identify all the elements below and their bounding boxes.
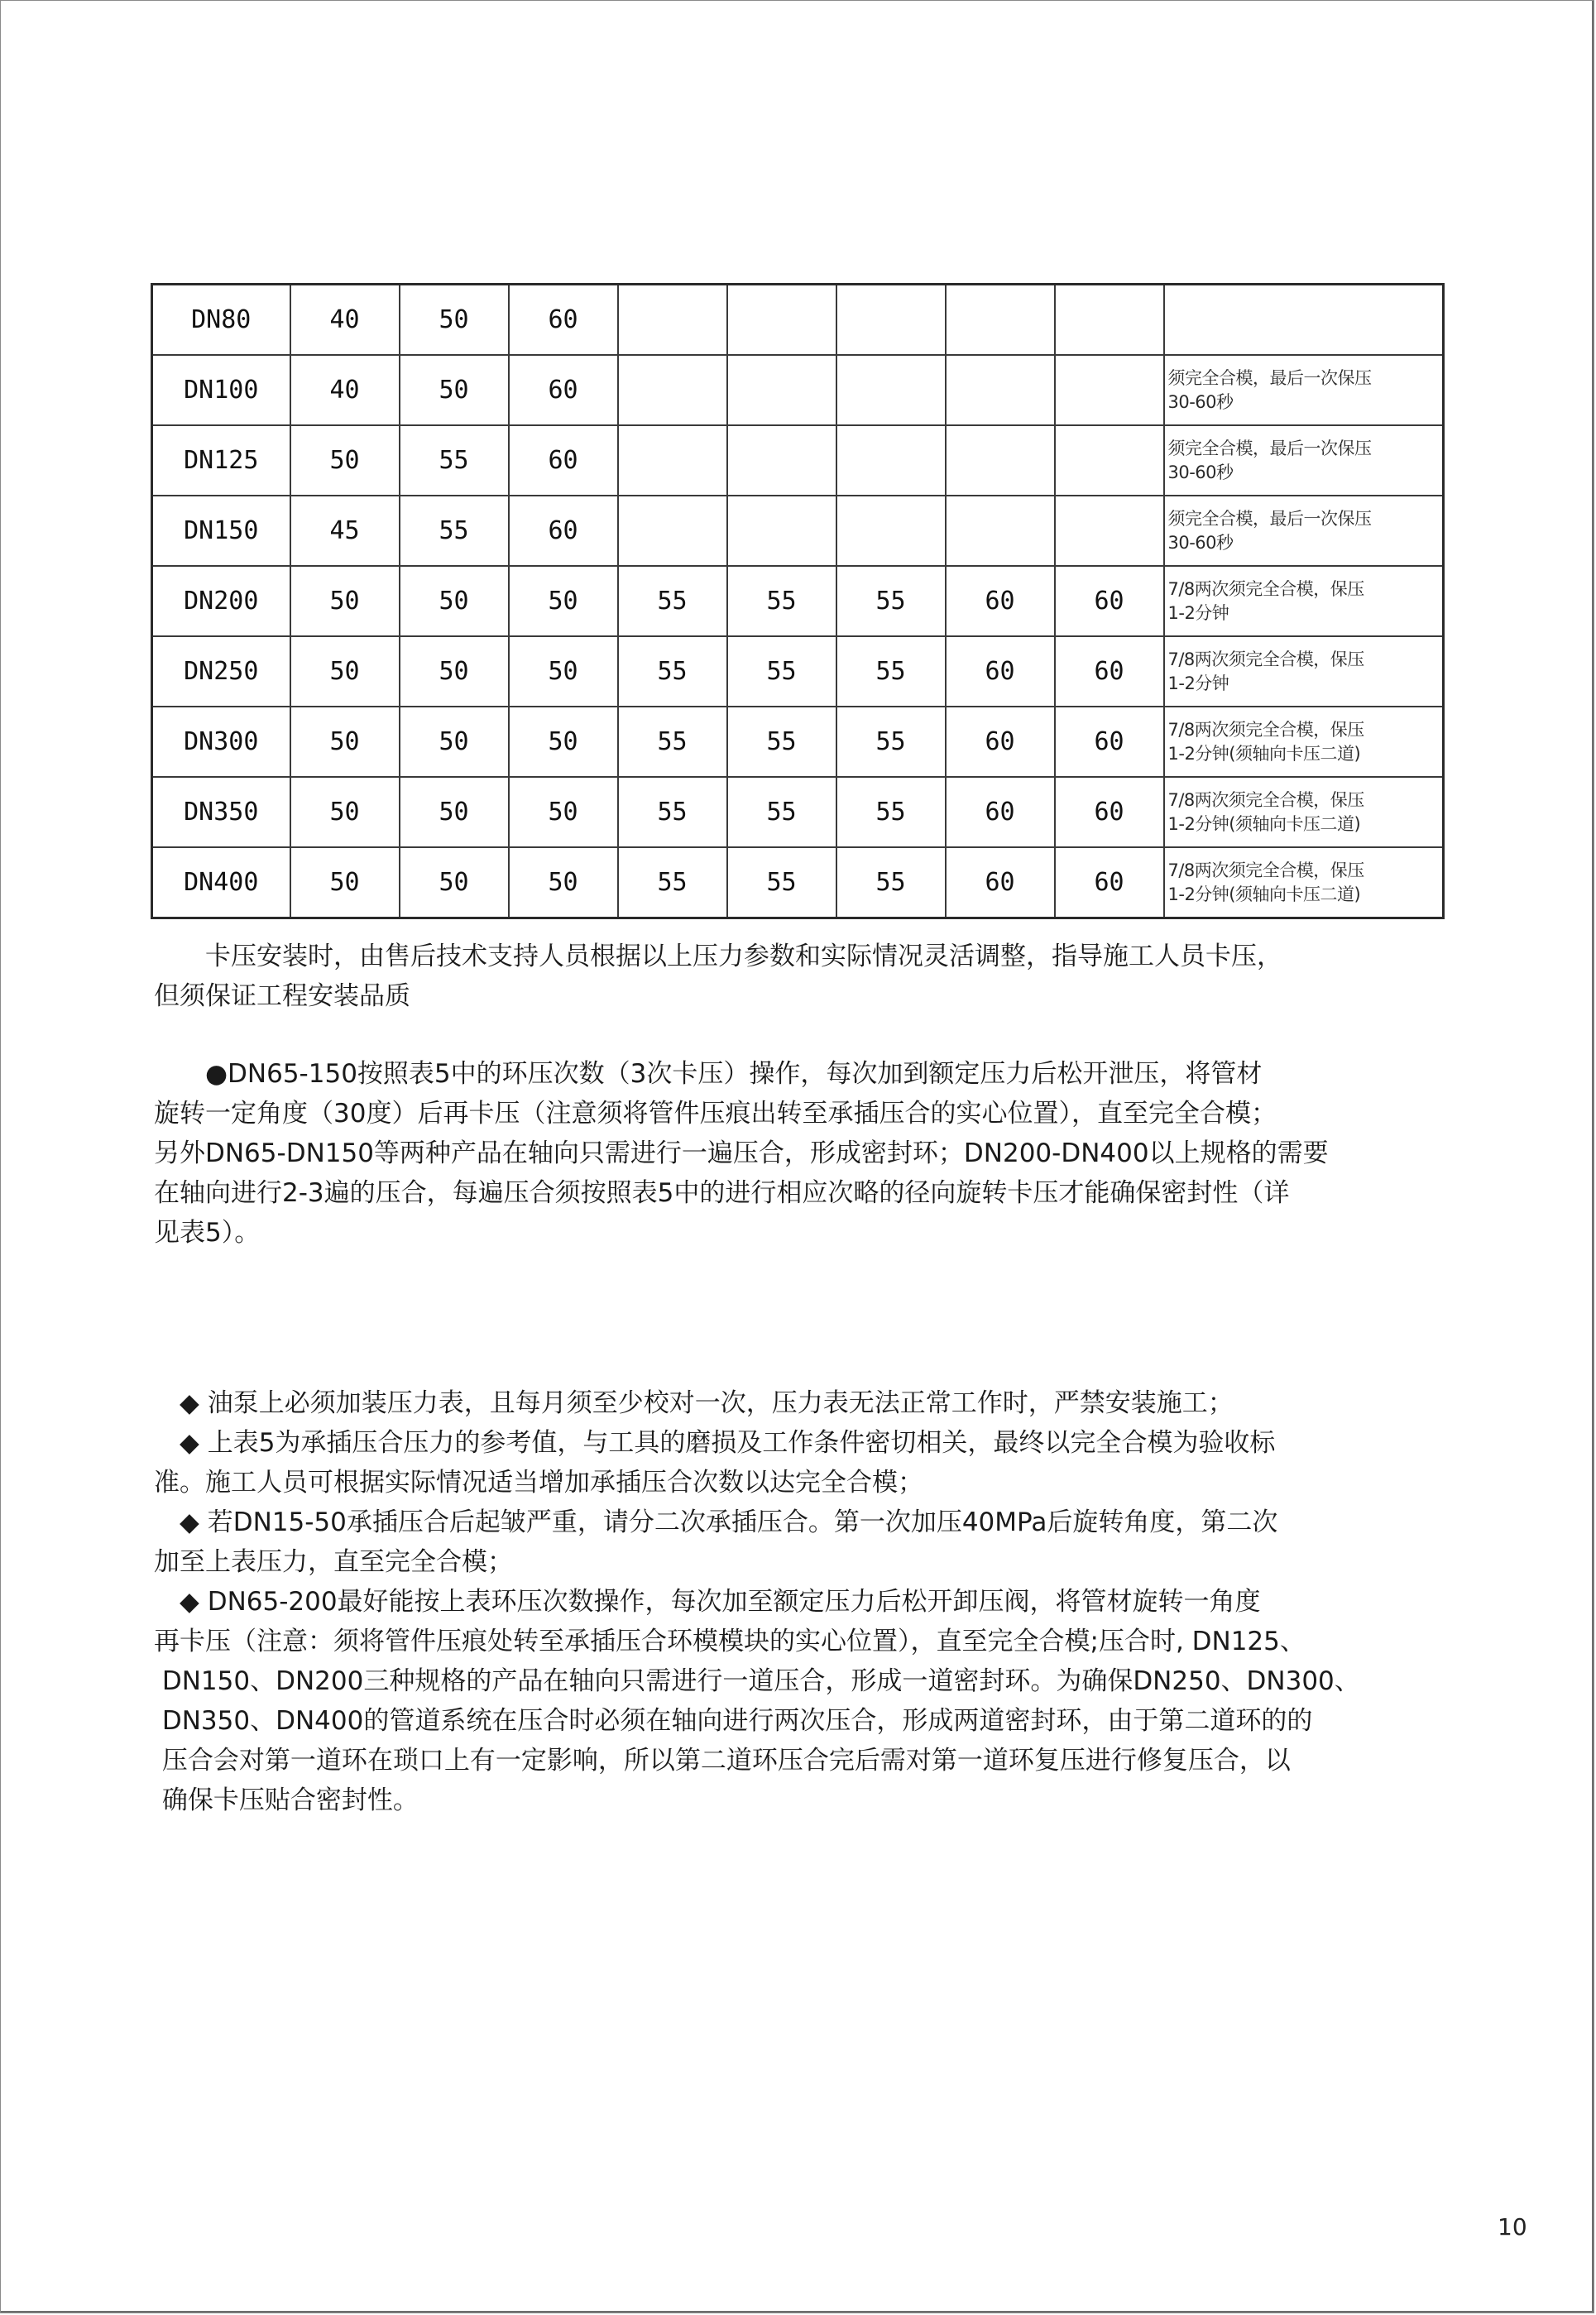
pressure-cell: 55 — [618, 777, 727, 847]
pressure-cell — [836, 285, 946, 356]
pressure-cell — [727, 285, 836, 356]
pressure-cell: 60 — [946, 707, 1055, 777]
pressure-cell — [1055, 355, 1164, 425]
pressure-cell: 55 — [727, 847, 836, 918]
pressure-cell — [1055, 285, 1164, 356]
pressure-cell: 50 — [400, 707, 509, 777]
table-body — [152, 285, 1444, 918]
pressure-cell: 60 — [946, 636, 1055, 707]
pressure-cell: 55 — [618, 847, 727, 918]
pressure-cell: 55 — [618, 707, 727, 777]
note-cell: 须完全合模，最后一次保压 30-60秒 — [1164, 355, 1444, 425]
pressure-cell: 50 — [509, 566, 618, 636]
pressure-cell: 40 — [290, 355, 400, 425]
pressure-cell: 50 — [400, 566, 509, 636]
pressure-cell — [946, 425, 1055, 496]
pressure-cell: 50 — [400, 355, 509, 425]
pressure-cell: 60 — [509, 496, 618, 566]
pressure-cell: 50 — [509, 707, 618, 777]
pressure-cell: 50 — [400, 777, 509, 847]
table-row — [152, 355, 1444, 425]
note-cell — [1164, 285, 1444, 356]
pressure-cell: 55 — [836, 636, 946, 707]
pressure-cell: 55 — [836, 707, 946, 777]
paragraph-procedure: ●DN65-150按照表5中的环压次数（3次卡压）操作，每次加到额定压力后松开泄压，将管材 旋转一定角度（30度）后再卡压（注意须将管件压痕出转至承插压合的实心位置），直至完全合模； 另外DN65-DN150等两种产品在轴向只需进行一遍压合，形成密封环；DN200-DN400以上规格的需要 在轴向进行2-3遍的压合，每遍压合须按照表5中的进行相应次略的径向旋转卡压才能确保密封性（详 见表5）。 — [154, 1059, 1329, 1248]
size-cell: DN250 — [152, 636, 290, 707]
pressure-cell: 40 — [290, 285, 400, 356]
pressure-cell: 60 — [946, 847, 1055, 918]
pressure-cell: 50 — [290, 566, 400, 636]
paragraph-adjustment: 卡压安装时，由售后技术支持人员根据以上压力参数和实际情况灵活调整，指导施工人员卡压， 但须保证工程安装品质 — [154, 942, 1282, 1011]
pressure-cell — [946, 355, 1055, 425]
bullet-wrinkle: ◆ 若DN15-50承插压合后起皱严重，请分二次承插压合。第一次加压40MPa后旋转角度，第二次 加至上表压力，直至完全合模； — [154, 1507, 1278, 1577]
pressure-cell — [1055, 496, 1164, 566]
size-cell: DN400 — [152, 847, 290, 918]
size-cell: DN200 — [152, 566, 290, 636]
pressure-cell — [1055, 425, 1164, 496]
pressure-cell: 55 — [836, 847, 946, 918]
table-row — [152, 285, 1444, 356]
pressure-cell — [618, 355, 727, 425]
pressure-cell: 55 — [727, 777, 836, 847]
note-cell: 须完全合模，最后一次保压 30-60秒 — [1164, 425, 1444, 496]
pressure-cell — [946, 496, 1055, 566]
table-row — [152, 847, 1444, 918]
pressure-cell: 55 — [836, 566, 946, 636]
pressure-cell: 60 — [1055, 707, 1164, 777]
size-cell: DN350 — [152, 777, 290, 847]
pressure-cell: 55 — [727, 636, 836, 707]
pressure-cell — [618, 285, 727, 356]
pressure-cell: 60 — [509, 285, 618, 356]
size-cell: DN80 — [152, 285, 290, 356]
pressure-cell: 55 — [836, 777, 946, 847]
table-row — [152, 496, 1444, 566]
pressure-cell: 50 — [290, 707, 400, 777]
note-cell: 7/8两次须完全合模，保压 1-2分钟(须轴向卡压二道) — [1164, 847, 1444, 918]
pressure-cell: 55 — [400, 496, 509, 566]
pressure-cell: 60 — [946, 566, 1055, 636]
pressure-cell: 60 — [509, 425, 618, 496]
table-row — [152, 425, 1444, 496]
pressure-cell — [836, 355, 946, 425]
pressure-table — [151, 283, 1445, 919]
size-cell: DN125 — [152, 425, 290, 496]
pressure-cell: 50 — [509, 777, 618, 847]
table-row — [152, 777, 1444, 847]
bullet-pressure-gauge: ◆ 油泵上必须加装压力表，且每月须至少校对一次，压力表无法正常工作时，严禁安装施工； — [154, 1388, 1234, 1418]
pressure-cell — [618, 496, 727, 566]
pressure-cell: 60 — [1055, 847, 1164, 918]
pressure-cell — [727, 496, 836, 566]
pressure-cell — [836, 425, 946, 496]
pressure-cell: 60 — [946, 777, 1055, 847]
table-row — [152, 707, 1444, 777]
bullet-ring-pressing: ◆ DN65-200最好能按上表环压次数操作，每次加至额定压力后松开卸压阀，将管材旋转一角度 再卡压（注意：须将管件压痕处转至承插压合环模模块的实心位置），直至完全合模;压合时, DN125、 DN150、DN200三种规格的产品在轴向只需进行一道压合，形成一道密封环。为确保DN250、DN300、 DN350、DN400的管道系统在压合时必须在轴向进行两次压合，形成两道密封环，由于第二道环的的 压合会对第一道环在琐口上有一定影响，所以第二道环压合完后需对第一道环复压进行修复压合，以 确保卡压贴合密封性。 — [154, 1587, 1360, 1815]
note-cell: 7/8两次须完全合模，保压 1-2分钟 — [1164, 566, 1444, 636]
pressure-cell: 50 — [509, 847, 618, 918]
pressure-cell: 50 — [290, 425, 400, 496]
pressure-cell: 50 — [290, 847, 400, 918]
pressure-cell: 50 — [290, 777, 400, 847]
table-row — [152, 636, 1444, 707]
pressure-cell: 60 — [1055, 566, 1164, 636]
pressure-cell — [946, 285, 1055, 356]
pressure-cell: 50 — [400, 847, 509, 918]
pressure-cell: 45 — [290, 496, 400, 566]
pressure-cell: 55 — [618, 566, 727, 636]
pressure-cell — [727, 425, 836, 496]
pressure-cell — [618, 425, 727, 496]
note-cell: 7/8两次须完全合模，保压 1-2分钟 — [1164, 636, 1444, 707]
pressure-cell: 60 — [1055, 636, 1164, 707]
size-cell: DN150 — [152, 496, 290, 566]
pressure-cell — [727, 355, 836, 425]
pressure-cell: 50 — [400, 285, 509, 356]
pressure-cell: 55 — [727, 566, 836, 636]
page-number: 10 — [1498, 2213, 1527, 2241]
pressure-cell — [836, 496, 946, 566]
size-cell: DN300 — [152, 707, 290, 777]
note-cell: 7/8两次须完全合模，保压 1-2分钟(须轴向卡压二道) — [1164, 707, 1444, 777]
pressure-cell: 50 — [509, 636, 618, 707]
pressure-cell: 60 — [509, 355, 618, 425]
pressure-cell: 55 — [618, 636, 727, 707]
table-row — [152, 566, 1444, 636]
pressure-cell: 50 — [290, 636, 400, 707]
note-cell: 7/8两次须完全合模，保压 1-2分钟(须轴向卡压二道) — [1164, 777, 1444, 847]
note-cell: 须完全合模，最后一次保压 30-60秒 — [1164, 496, 1444, 566]
pressure-cell: 55 — [400, 425, 509, 496]
pressure-cell: 60 — [1055, 777, 1164, 847]
pressure-cell: 55 — [727, 707, 836, 777]
size-cell: DN100 — [152, 355, 290, 425]
bullet-reference-values: ◆ 上表5为承插压合压力的参考值，与工具的磨损及工作条件密切相关，最终以完全合模为验收标 准。施工人员可根据实际情况适当增加承插压合次数以达完全合模； — [154, 1428, 1276, 1498]
pressure-cell: 50 — [400, 636, 509, 707]
